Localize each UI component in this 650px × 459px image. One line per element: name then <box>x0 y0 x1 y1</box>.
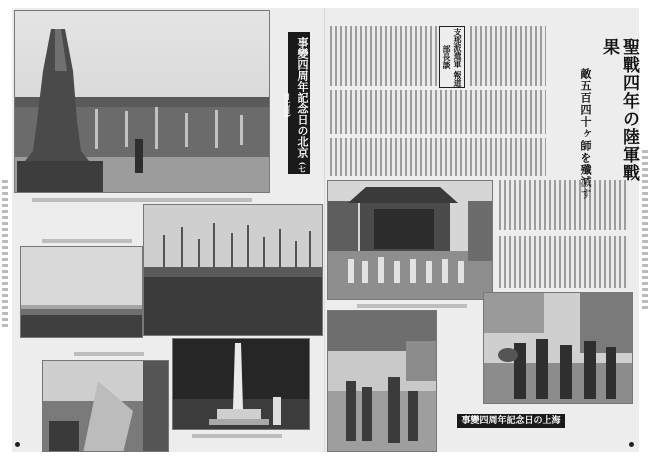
right-headline-line1: 聖戰四年の陸軍戰果 <box>599 38 639 182</box>
photo-rally-field <box>20 246 143 338</box>
right-margin-strip <box>642 150 648 310</box>
article-box-title <box>439 26 465 88</box>
pagoda-crowd-image <box>15 11 270 193</box>
caption-bar <box>357 304 467 308</box>
left-headline-box <box>283 32 310 174</box>
article-text-top <box>330 26 546 176</box>
photo-flagpoles <box>143 204 323 336</box>
photo-soldiers-march <box>327 310 437 452</box>
left-margin-strip <box>2 180 8 330</box>
caption-bar <box>42 239 132 243</box>
box-title-line1: 支那派遣軍 <box>453 27 463 68</box>
right-page <box>327 8 639 452</box>
caption-bar <box>32 198 252 202</box>
left-headline-sub: (七月七日) <box>283 92 307 173</box>
caption-bar <box>74 352 144 356</box>
box-title-line2: 報道部長談 <box>442 45 463 87</box>
right-headline-line2: 敵五百四十ヶ師を殲滅す <box>579 68 592 200</box>
photo-soldiers-baskets <box>483 292 633 404</box>
photo-pagoda-crowd <box>14 10 270 193</box>
article-text-mid <box>499 180 629 290</box>
photo-shrine <box>327 180 493 300</box>
right-headline <box>599 38 639 188</box>
left-headline: 事變四周年記念日の北京 <box>296 37 309 159</box>
page-number-dot <box>629 442 634 447</box>
photo-monument <box>172 338 310 430</box>
caption-bar <box>192 434 282 438</box>
bottom-banner <box>457 414 565 428</box>
page-number-dot <box>15 442 20 447</box>
bottom-banner-text: 事變四周年記念日の上海 <box>461 416 561 426</box>
left-page <box>12 8 325 452</box>
photo-ceremony <box>42 360 169 452</box>
